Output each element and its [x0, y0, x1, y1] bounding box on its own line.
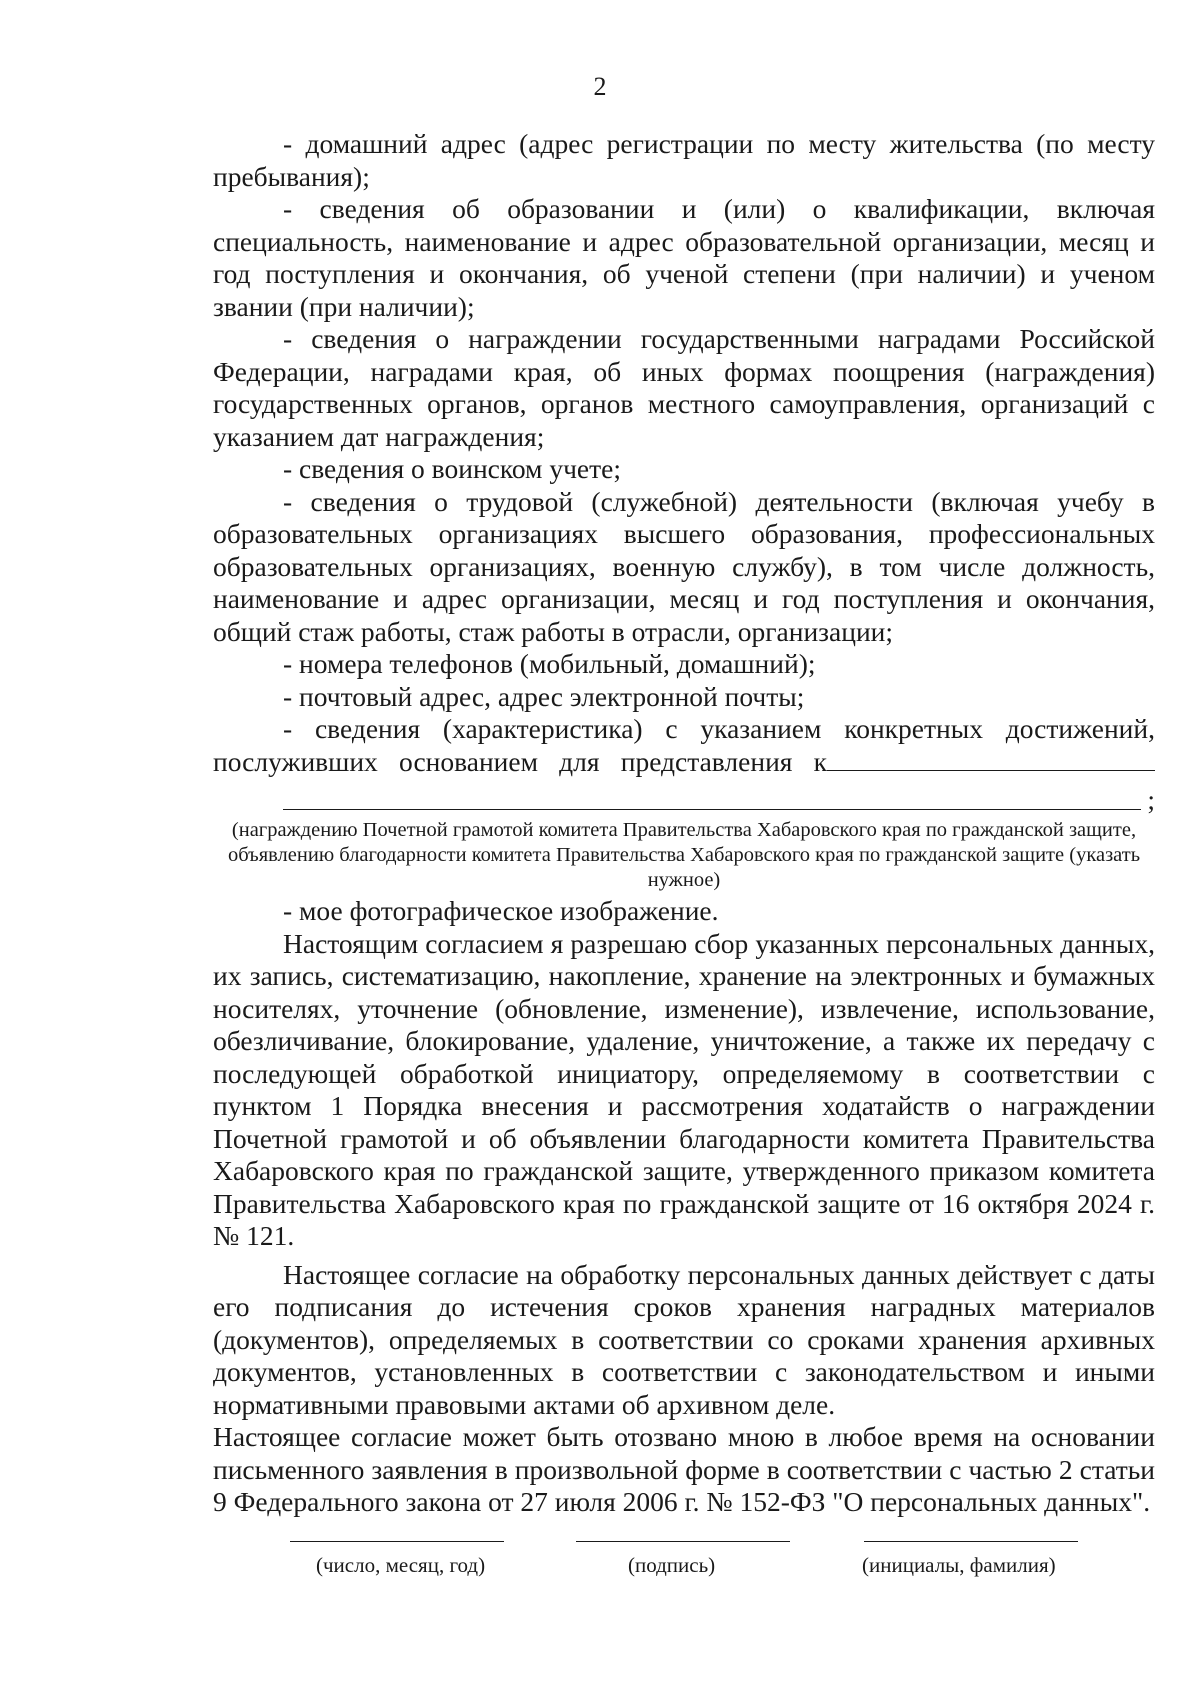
signature-block	[0, 1541, 1200, 1601]
list-item-home-address: - домашний адрес (адрес регистрации по месту жительства (по месту пребывания);	[213, 128, 1155, 192]
list-item-education: - сведения об образовании и (или) о квалификации, включая специальность, наименование и адрес образовательной организации, месяц и год поступления и окончания, об ученой степени (при наличии) и ученом звании (при наличии);	[213, 193, 1155, 322]
page-number: 2	[593, 72, 607, 101]
blank-hint-note: (награждению Почетной грамотой комитета Правительства Хабаровского края по гражданской защите, объявлению благодарности комитета Правительства Хабаровского края по гражданской защите (указать нужное)	[227, 819, 1141, 891]
document-body	[213, 128, 1155, 1519]
fill-in-blank-row	[213, 780, 1155, 816]
consent-paragraph: Настоящим согласием я разрешаю сбор указанных персональных данных, их запись, систематизацию, накопление, хранение на электронных и бумажных носителях, уточнение (обновление, изменение), извлечение, использование, обезличивание, блокирование, удаление, уничтожение, а также их передачу с последующей обработкой инициатору, определяемому в соответствии с пунктом 1 Порядка внесения и рассмотрения ходатайств о награждении Почетной грамотой и об объявлении благодарности комитета Правительства Хабаровского края по гражданской защите, утвержденного приказом комитета Правительства Хабаровского края по гражданской защите от 16 октября 2024 г. № 121.	[213, 927, 1155, 1251]
fill-in-blank-line[interactable]	[283, 809, 1141, 810]
signature-line[interactable]	[576, 1541, 790, 1542]
name-caption: (инициалы, фамилия)	[862, 1553, 1056, 1577]
blank-semicolon: ;	[1147, 783, 1155, 815]
revocation-paragraph: Настоящее согласие может быть отозвано мною в любое время на основании письменного заявления в произвольной форме в соответствии с частью 2 статьи 9 Федерального закона от 27 июля 2006 г. № 152-ФЗ "О персональных данных".	[213, 1421, 1155, 1517]
list-item-photo: - мое фотографическое изображение.	[283, 895, 719, 926]
list-item-characteristics	[213, 713, 1155, 778]
list-item-phones: - номера телефонов (мобильный, домашний);	[283, 648, 816, 679]
list-item-work-activity: - сведения о трудовой (служебной) деятельности (включая учебу в образовательных организациях высшего образования, профессиональных образовательных организациях, военную службу), в том числе должность, наименование и адрес организации, месяц и год поступления и окончания, общий стаж работы, стаж работы в отрасли, организации;	[213, 485, 1155, 647]
validity-paragraph: Настоящее согласие на обработку персональных данных действует с даты его подписания до истечения сроков хранения наградных материалов (документов), определяемых в соответствии со сроками хранения архивных документов, установленных в соответствии с законодательством и иными нормативными правовыми актами об архивном деле.	[213, 1258, 1155, 1420]
list-item-postal-email: - почтовый адрес, адрес электронной почты;	[283, 680, 805, 712]
characteristics-text: - сведения (характеристика) с указанием конкретных достижений, послуживших основанием для представления к	[213, 713, 1155, 777]
name-line[interactable]	[864, 1541, 1078, 1542]
date-line[interactable]	[290, 1541, 504, 1542]
signature-caption: (подпись)	[628, 1553, 716, 1577]
list-item-military-record: - сведения о воинском учете;	[283, 453, 621, 484]
date-caption: (число, месяц, год)	[316, 1553, 486, 1577]
fill-in-blank-inline[interactable]	[827, 748, 1155, 771]
list-item-awards: - сведения о награждении государственными наградами Российской Федерации, наградами края, об иных формах поощрения (награждения) государственных органов, органов местного самоуправления, организаций с указанием дат награждения;	[213, 323, 1155, 452]
